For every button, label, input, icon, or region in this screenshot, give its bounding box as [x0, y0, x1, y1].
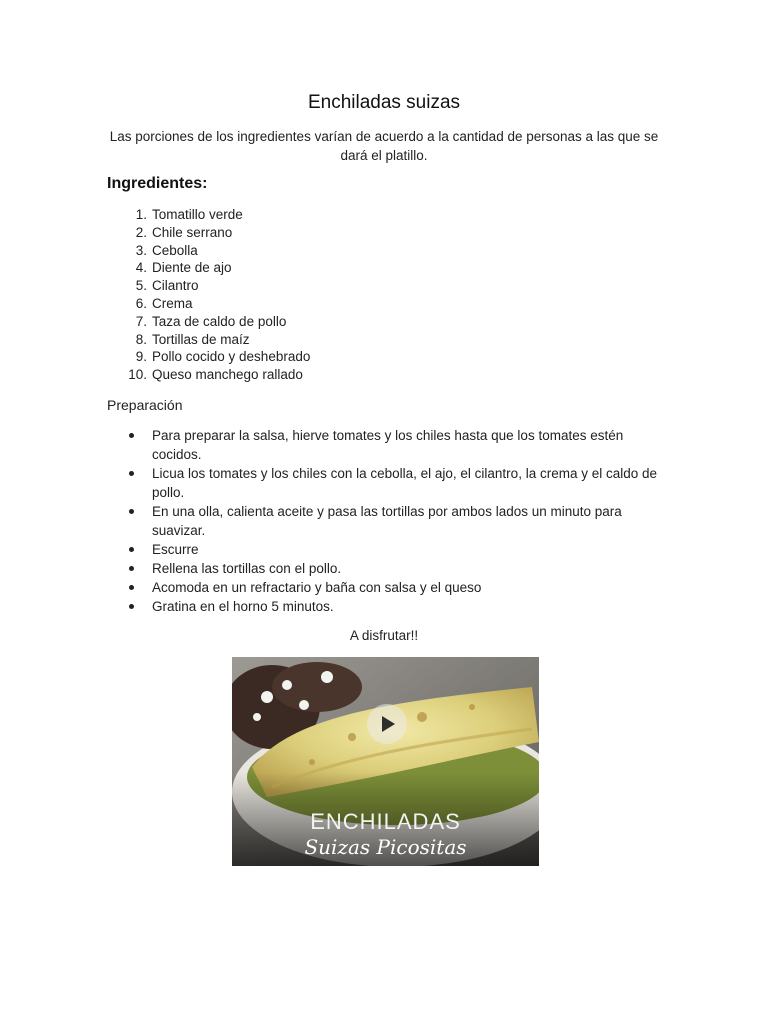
video-thumbnail[interactable] [232, 657, 539, 866]
ingredient-text: Crema [152, 295, 193, 311]
list-number: 7. [135, 313, 147, 329]
list-number: 9. [135, 349, 147, 365]
list-item [107, 597, 667, 616]
ingredient-text: Tortillas de maíz [152, 331, 250, 347]
list-item [107, 295, 310, 313]
list-number: 6. [135, 295, 147, 311]
list-number: 2. [135, 224, 147, 240]
ingredient-text: Cilantro [152, 278, 199, 294]
ingredient-text: Diente de ajo [152, 260, 232, 276]
step-text: Rellena las tortillas con el pollo. [152, 561, 342, 576]
page-title: Enchiladas suizas [307, 92, 461, 113]
list-number: 10. [128, 367, 147, 383]
bullet-icon [129, 433, 134, 438]
list-item [107, 259, 310, 277]
list-number: 5. [135, 278, 147, 294]
bullet-icon [129, 547, 134, 552]
bullet-icon [129, 509, 134, 514]
step-text: En una olla, calienta aceite y pasa las tortillas por ambos lados un minuto para suavizar. [152, 504, 622, 538]
list-item [107, 313, 310, 331]
step-text: Para preparar la salsa, hierve tomates y los chiles hasta que los tomates estén cocidos. [152, 428, 624, 462]
list-item [107, 206, 310, 224]
preparation-heading: Preparación [107, 397, 183, 413]
preparation-steps-list [107, 426, 667, 616]
bullet-icon [129, 585, 134, 590]
list-item [107, 578, 667, 597]
list-item [107, 366, 310, 384]
list-number: 1. [135, 207, 147, 222]
list-item [107, 540, 667, 559]
list-item [107, 426, 667, 464]
closing-text: A disfrutar!! [349, 628, 419, 643]
bullet-icon [129, 471, 134, 476]
play-icon[interactable] [367, 704, 407, 744]
step-text: Acomoda en un refractario y baña con salsa y el queso [152, 580, 482, 595]
list-item [107, 502, 667, 540]
list-item [107, 559, 667, 578]
ingredient-text: Cebolla [152, 242, 198, 258]
ingredient-text: Chile serrano [152, 224, 233, 240]
step-text: Escurre [152, 542, 199, 557]
bullet-icon [129, 566, 134, 571]
list-item [107, 331, 310, 349]
list-number: 8. [135, 331, 147, 347]
bullet-icon [129, 604, 134, 609]
ingredients-list [107, 206, 310, 384]
list-item [107, 464, 667, 502]
intro-paragraph: Las porciones de los ingredientes varían de acuerdo a la cantidad de personas a las que se dará el platillo. [109, 129, 659, 163]
list-item [107, 277, 310, 295]
ingredient-text: Pollo cocido y deshebrado [152, 349, 311, 365]
ingredient-text: Taza de caldo de pollo [152, 313, 287, 329]
ingredient-text: Queso manchego rallado [152, 367, 303, 383]
list-number: 3. [135, 242, 147, 258]
list-number: 4. [135, 260, 147, 276]
ingredients-heading: Ingredientes: [107, 175, 208, 192]
step-text: Licua los tomates y los chiles con la cebolla, el ajo, el cilantro, la crema y el caldo de pollo. [152, 466, 658, 500]
video-subtitle: Suizas Picositas [304, 835, 467, 859]
list-item [107, 242, 310, 260]
list-item [107, 348, 310, 366]
video-title: ENCHILADAS [310, 809, 461, 834]
step-text: Gratina en el horno 5 minutos. [152, 599, 334, 614]
list-item [107, 224, 310, 242]
ingredient-text: Tomatillo verde [152, 207, 243, 222]
